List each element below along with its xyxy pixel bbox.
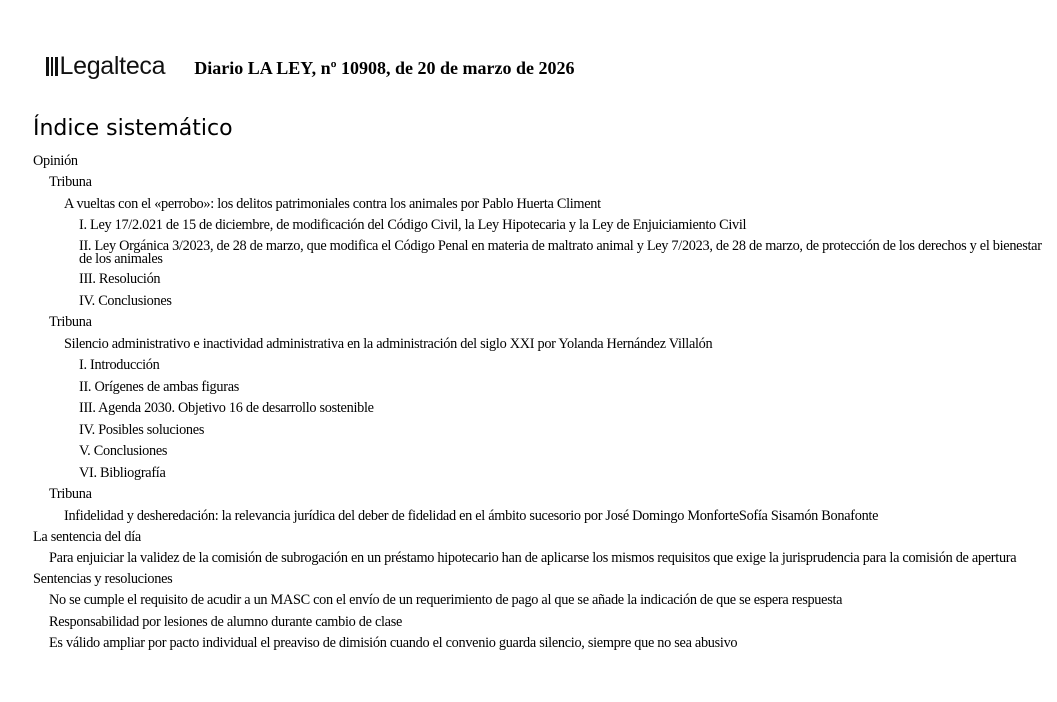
toc-article[interactable]: A vueltas con el «perrobo»: los delitos patrimoniales contra los animales por Pablo Huerta Climent <box>64 195 601 212</box>
document-header <box>46 46 575 86</box>
toc-chapter[interactable]: III. Resolución <box>79 271 161 287</box>
logo-text: Legalteca <box>59 51 166 80</box>
toc-chapter[interactable]: III. Agenda 2030. Objetivo 16 de desarrollo sostenible <box>79 400 374 416</box>
logo-bars-icon <box>46 57 58 76</box>
toc-chapter[interactable]: II. Ley Orgánica 3/2023, de 28 de marzo, que modifica el Código Penal en materia de maltrato animal y Ley 7/2023, de 28 de marzo, de protección de los derechos y el bienestar de los animales <box>79 238 1042 267</box>
toc-chapter[interactable]: I. Introducción <box>79 357 160 373</box>
toc-chapter[interactable]: V. Conclusiones <box>79 443 168 459</box>
toc-article[interactable]: Es válido ampliar por pacto individual el preaviso de dimisión cuando el convenio guarda silencio, siempre que no sea abusivo <box>49 635 738 651</box>
index-title: Índice sistemático <box>33 116 233 141</box>
toc-chapter[interactable]: VI. Bibliografía <box>79 464 166 481</box>
toc-chapter[interactable]: II. Orígenes de ambas figuras <box>79 378 240 395</box>
toc-article[interactable]: No se cumple el requisito de acudir a un MASC con el envío de un requerimiento de pago al que se añade la indicación de que se espera respuesta <box>49 592 843 608</box>
issue-title: Diario LA LEY, nº 10908, de 20 de marzo de 2026 <box>194 57 575 78</box>
toc-chapter[interactable]: IV. Conclusiones <box>79 292 172 309</box>
toc-subsection-tribuna[interactable]: Tribuna <box>49 314 92 330</box>
toc-article[interactable]: Para enjuiciar la validez de la comisión de subrogación en un préstamo hipotecario han de aplicarse los mismos requisitos que exige la jurisprudencia para la comisión de apertura <box>49 550 1017 566</box>
toc-article[interactable]: Silencio administrativo e inactividad administrativa en la administración del siglo XXI por Yolanda Hernández Villalón <box>64 335 713 352</box>
toc-subsection-tribuna[interactable]: Tribuna <box>49 486 92 502</box>
toc-section-sentencias[interactable]: Sentencias y resoluciones <box>33 570 173 587</box>
toc-section-sentencia-del-dia[interactable]: La sentencia del día <box>33 529 141 545</box>
table-of-contents <box>0 150 1057 654</box>
toc-article[interactable]: Responsabilidad por lesiones de alumno durante cambio de clase <box>49 613 403 630</box>
toc-article[interactable]: Infidelidad y desheredación: la relevancia jurídica del deber de fidelidad en el ámbito sucesorio por José Domingo MonforteSofía Sisamón Bonafonte <box>64 507 879 524</box>
toc-section-opinion[interactable]: Opinión <box>33 152 78 169</box>
toc-subsection-tribuna[interactable]: Tribuna <box>49 174 92 190</box>
legalteca-logo <box>46 52 165 81</box>
toc-chapter[interactable]: IV. Posibles soluciones <box>79 421 205 438</box>
toc-chapter[interactable]: I. Ley 17/2.021 de 15 de diciembre, de modificación del Código Civil, la Ley Hipotecaria y la Ley de Enjuiciamiento Civil <box>79 217 747 233</box>
